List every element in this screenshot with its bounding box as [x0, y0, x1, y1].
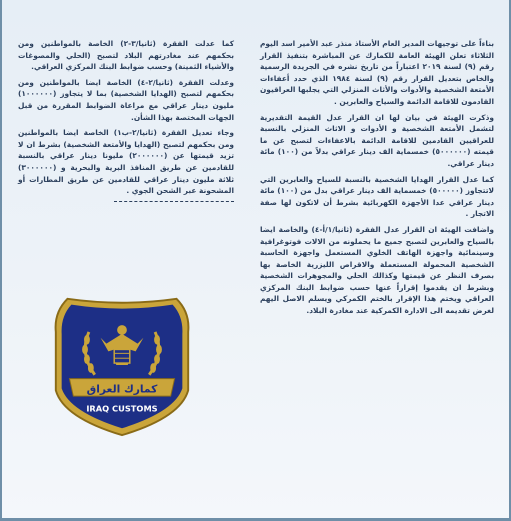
customs-badge-icon — [43, 293, 201, 439]
paragraph: كما عدل القرار الهدايا الشخصية بالنسبة للسياح والعابرين التي لاتتجاوز (٥٠٠٠٠٠) خمسماية الف دينار عراقي بدل من (١٠٠) مائة دينار عراقي عدا الأجهزة الكهربائية بشرط أن لاتكون لها صفة الاتجار . — [260, 174, 494, 219]
divider — [114, 201, 234, 202]
logo-arabic-text: كمارك العراق — [86, 382, 158, 396]
paragraph: وذكرت الهيئة في بيان لها ان القرار عدل القيمة التقديرية لتشمل الأمتعة الشخصية و الأدوات و الاثاث المنزلي بالنسبة للعراقيين القادمين للاقامة الدائمة بالاعفاءات لتصبح عن ما قيمته (٥٠٠٠٠٠٠) خمسماية الف دينار عراقي بدلاً من (١٠٠) مائة دينار عراقي. — [260, 112, 494, 168]
right-text-column — [260, 38, 494, 321]
paragraph: واضافت الهيئة ان القرار عدل الفقرة (ثانيا/١/أ-٤) والخاصة ايضا بالسياح والعابرين لتصبح جميع ما يحملونه من الالات فوتوغرافية وسينمائية واجهزة الهاتف الخلوي المستعمل واجهزة الحاسبة الشخصية المحمولة المستعملة والاقراص الليزرية الخاصة بها بصرف النظر عن قيمتها وكذالك الحلي والمجوهرات الشخصية وبشرط ان يقدموا إقراراً عنها حسب ضوابط البنك المركزي العراقي ويختم هذا الإقرار بالختم الكمركي ويسلم الاصل اليهم لغرض تقديمه الى الادارة الكمركية عند مغادرة البلاد. — [260, 224, 494, 316]
paragraph: بناءاً على توجيهات المدير العام الأستاذ منذر عبد الأمير اسد اليوم الثلاثاء تعلن الهيئة العامة للكمارك عن المباشرة بتنفيذ القرار رقم (٩) لسنة ٢٠١٩ اعتباراً من تاريخ نشره في الجريدة الرسمية والخاص بتعديل القرار رقم (٩) لسنة ١٩٨٤ الذي حدد أعفاءات الأمتعة الشخصية والأدوات والأثاث المنزلي التي يجلبها العراقيون القادمون للاقامة الدائمة والسياح والعابرين . — [260, 39, 495, 106]
iraq-customs-logo — [42, 292, 202, 440]
left-text-column — [18, 38, 234, 202]
paragraph: وجاء تعديل الفقرة (ثانيا/٢-ب١) الخاصة ايضا بالمواطنين ومن بحكمهم لتصبح (الهدايا والأمتعة الشخصية) بشرط ان لا تزيد قيمتها عن (٢٠٠٠٠٠٠) مليونا دينار عراقي بالنسبة للقادمين عن طريق المنافذ البرية والبحرية و (٣٠٠٠٠٠٠) ثلاثة مليون دينار عراقي للقادمين عن طريق المطارات أو المشحونة عبر الشحن الجوي . — [18, 128, 234, 196]
paragraph: وعدلت الفقرة (ثانيا/٢-٤) الخاصة ايضا بالمواطنين ومن بحكمهم لتصبح (الهدايا الشخصية) بما لا يتجاوز (١٠٠٠٠٠٠) مليون دينار عراقي مع مراعاة الضوابط المقررة من قبل الجهات المختصة بهذا الشأن. — [18, 77, 234, 122]
logo-english-text: IRAQ CUSTOMS — [86, 403, 158, 414]
paragraph: كما عدلت الفقرة (ثانيا/٣-٢) الخاصة بالمواطنين ومن بحكمهم عند مغادرتهم البلاد لتصبح (الحلي والمصوغات والأشياء الثمينة) وحسب ضوابط البنك المركزي العراقي. — [18, 39, 235, 72]
